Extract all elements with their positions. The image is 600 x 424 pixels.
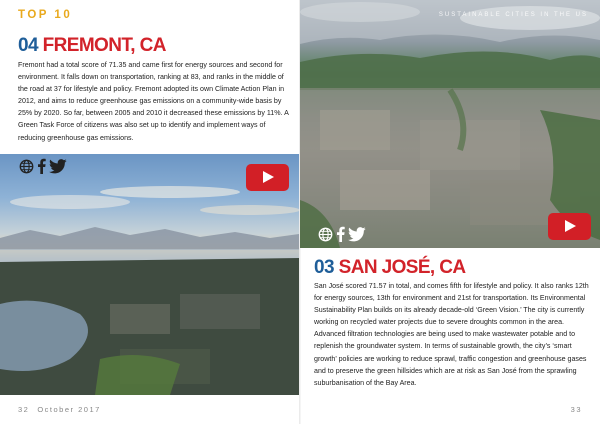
left-page-number: 32 [18, 405, 30, 414]
facebook-icon[interactable] [336, 226, 345, 242]
san-jose-body-text: San José scored 71.57 in total, and comes fifth for lifestyle and policy. It also ranks 12th for energy sources, 13th for environment and 21st for transportation. Its Environmental Sustainability Plan builds on its already decade-old ‘Green Vision.’ The city is currently working on recycled water projects due to severe droughts common in the area. Advanced filtration technologies are being used to make wastewater potable and to replenish the groundwater system. In terms of sustainable growth, the city’s ‘smart growth’ policies are working to reduce sprawl, traffic congestion and greenhouse gases and to preserve the green hillsides which are at risk as San José from the sprawling suburbanisation of the Bay Area. [314, 282, 589, 387]
twitter-icon[interactable] [49, 159, 67, 174]
left-social-links [19, 158, 67, 174]
twitter-icon[interactable] [348, 227, 366, 242]
fremont-heading [18, 35, 166, 57]
section-label: TOP 10 [18, 9, 73, 21]
right-social-links [318, 226, 366, 242]
facebook-icon[interactable] [37, 158, 46, 174]
san-jose-rank: 03 [314, 257, 334, 278]
fremont-rank: 04 [18, 35, 38, 56]
fremont-body-text: Fremont had a total score of 71.35 and came first for energy sources and second for environment. It falls down on transportation, ranking at 83, and ranks in the middle of the road at 37 for lifestyle and policy. Fremont adopted its own Climate Action Plan in 2012, and aims to reduce greenhouse gas emissions on a community-wide basis by 25% by 2020. So far, between 2005 and 2010 it decreased these emissions by 11%. A Green Task Force of citizens was also set up to identify and implement ways of reducing greenhouse gas emissions. [18, 61, 289, 142]
globe-icon[interactable] [19, 159, 34, 174]
fremont-city-name: FREMONT, CA [42, 35, 166, 56]
globe-icon[interactable] [318, 227, 333, 242]
san-jose-heading [314, 257, 466, 279]
san-jose-video-play-button[interactable] [548, 213, 591, 240]
san-jose-aerial-photo [300, 0, 600, 248]
right-page-number: 33 [570, 405, 582, 414]
san-jose-city-name: SAN JOSÉ, CA [338, 257, 466, 278]
fremont-video-play-button[interactable] [246, 164, 289, 191]
running-head: SUSTAINABLE CITIES IN THE US [438, 12, 588, 18]
left-folio [18, 405, 101, 414]
issue-date: October 2017 [37, 405, 101, 414]
